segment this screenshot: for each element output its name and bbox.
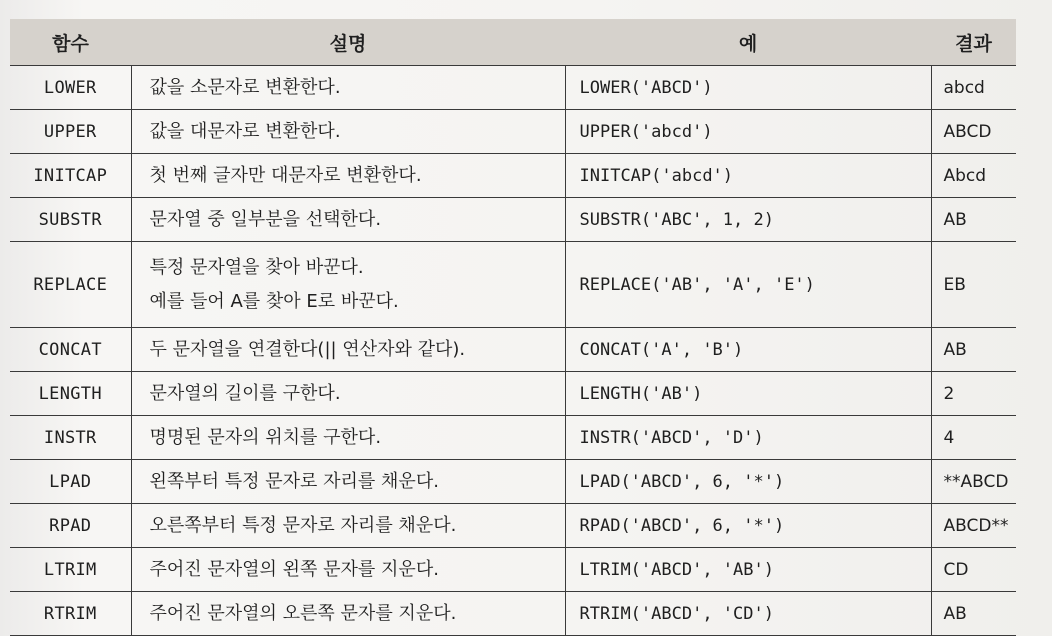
example-cell: LOWER('ABCD') — [565, 66, 931, 110]
result-cell: AB — [931, 592, 1016, 636]
table-row — [10, 328, 1016, 372]
table-row — [10, 460, 1016, 504]
description-line: 명명된 문자의 위치를 구한다. — [149, 426, 382, 448]
table-row — [10, 372, 1016, 416]
table-row — [10, 110, 1016, 154]
function-name-cell: REPLACE — [10, 242, 131, 328]
example-cell: INSTR('ABCD', 'D') — [565, 416, 931, 460]
description-line: 두 문자열을 연결한다(|| 연산자와 같다). — [149, 338, 466, 360]
description-cell — [131, 592, 565, 636]
table-row — [10, 198, 1016, 242]
result-cell: CD — [931, 548, 1016, 592]
example-cell: LPAD('ABCD', 6, '*') — [565, 460, 931, 504]
example-cell: LENGTH('AB') — [565, 372, 931, 416]
example-cell: RTRIM('ABCD', 'CD') — [565, 592, 931, 636]
description-line: 문자열 중 일부분을 선택한다. — [149, 208, 382, 230]
table-row — [10, 154, 1016, 198]
function-name-cell: LTRIM — [10, 548, 131, 592]
header-row — [10, 19, 1016, 66]
result-cell: EB — [931, 242, 1016, 328]
description-line: 첫 번째 글자만 대문자로 변환한다. — [149, 164, 422, 186]
description-cell — [131, 328, 565, 372]
function-name-cell: INITCAP — [10, 154, 131, 198]
function-name-cell: LOWER — [10, 66, 131, 110]
result-cell: ABCD** — [931, 504, 1016, 548]
example-cell: LTRIM('ABCD', 'AB') — [565, 548, 931, 592]
description-cell — [131, 154, 565, 198]
string-functions-table — [10, 19, 1016, 636]
description-cell — [131, 66, 565, 110]
example-cell: UPPER('abcd') — [565, 110, 931, 154]
function-name-cell: LENGTH — [10, 372, 131, 416]
function-name-cell: LPAD — [10, 460, 131, 504]
function-name-cell: INSTR — [10, 416, 131, 460]
description-line: 예를 들어 A를 찾아 E로 바꾼다. — [149, 290, 399, 312]
function-name-cell: SUBSTR — [10, 198, 131, 242]
description-line: 값을 대문자로 변환한다. — [149, 120, 341, 142]
description-line: 오른쪽부터 특정 문자로 자리를 채운다. — [149, 514, 457, 536]
description-line: 주어진 문자열의 왼쪽 문자를 지운다. — [149, 558, 439, 580]
result-cell: 4 — [931, 416, 1016, 460]
description-cell — [131, 548, 565, 592]
description-cell — [131, 460, 565, 504]
description-line: 특정 문자열을 찾아 바꾼다. — [149, 257, 364, 279]
description-line: 문자열의 길이를 구한다. — [149, 382, 341, 404]
table-body — [10, 66, 1016, 636]
description-line: 왼쪽부터 특정 문자로 자리를 채운다. — [149, 470, 439, 492]
function-name-cell: CONCAT — [10, 328, 131, 372]
table-row — [10, 66, 1016, 110]
table-row — [10, 242, 1016, 328]
example-cell: SUBSTR('ABC', 1, 2) — [565, 198, 931, 242]
header-example: 예 — [565, 19, 931, 66]
header-function: 함수 — [10, 19, 131, 66]
table-row — [10, 592, 1016, 636]
description-cell — [131, 504, 565, 548]
example-cell: INITCAP('abcd') — [565, 154, 931, 198]
description-cell — [131, 110, 565, 154]
function-name-cell: RPAD — [10, 504, 131, 548]
table-row — [10, 548, 1016, 592]
header-result: 결과 — [931, 19, 1016, 66]
description-cell — [131, 198, 565, 242]
result-cell: abcd — [931, 66, 1016, 110]
function-name-cell: RTRIM — [10, 592, 131, 636]
description-line: 주어진 문자열의 오른쪽 문자를 지운다. — [149, 602, 457, 624]
table-row — [10, 416, 1016, 460]
result-cell: AB — [931, 328, 1016, 372]
function-name-cell: UPPER — [10, 110, 131, 154]
result-cell: Abcd — [931, 154, 1016, 198]
description-cell — [131, 372, 565, 416]
description-cell — [131, 242, 565, 328]
header-description: 설명 — [131, 19, 565, 66]
table-header — [10, 19, 1016, 66]
example-cell: CONCAT('A', 'B') — [565, 328, 931, 372]
description-line: 값을 소문자로 변환한다. — [149, 76, 341, 98]
result-cell: ABCD — [931, 110, 1016, 154]
example-cell: RPAD('ABCD', 6, '*') — [565, 504, 931, 548]
table-row — [10, 504, 1016, 548]
result-cell: **ABCD — [931, 460, 1016, 504]
description-cell — [131, 416, 565, 460]
result-cell: 2 — [931, 372, 1016, 416]
example-cell: REPLACE('AB', 'A', 'E') — [565, 242, 931, 328]
result-cell: AB — [931, 198, 1016, 242]
